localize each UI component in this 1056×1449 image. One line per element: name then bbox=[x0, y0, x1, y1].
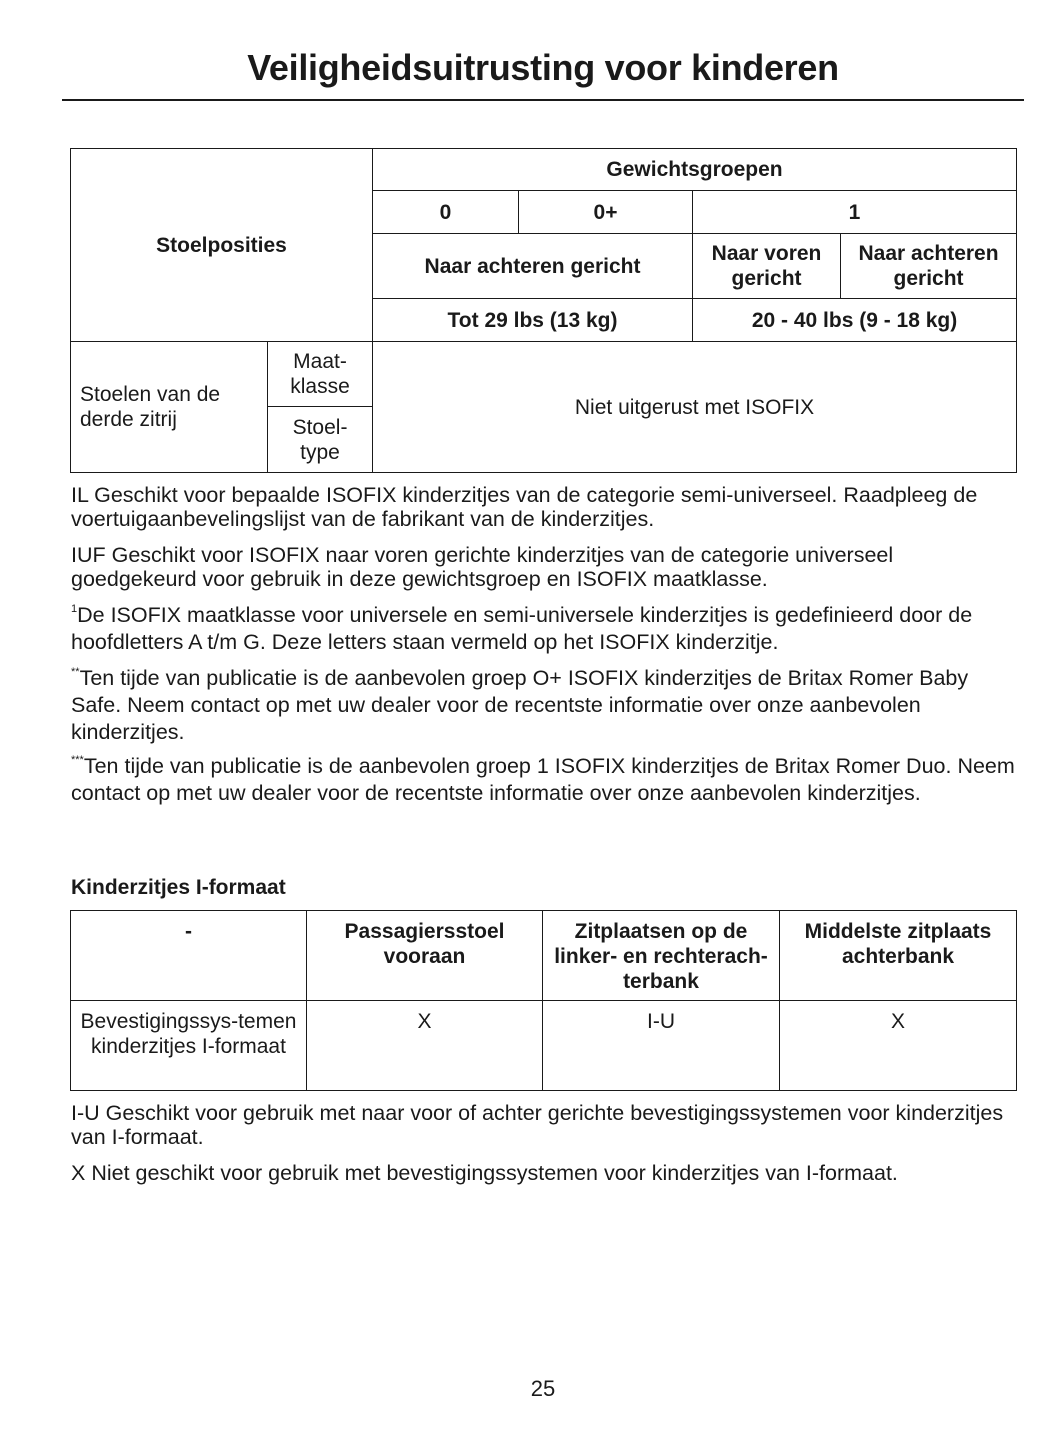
iformat-table bbox=[70, 910, 1017, 1091]
footnote-marker: *** bbox=[71, 754, 84, 766]
iformat-cell: X bbox=[780, 1001, 1017, 1091]
isofix-status-value: Niet uitgerust met ISOFIX bbox=[373, 342, 1017, 473]
isofix-table bbox=[70, 148, 1017, 473]
iformat-header-cell: Passagiersstoel vooraan bbox=[307, 911, 543, 1001]
page-number: 25 bbox=[530, 1376, 556, 1401]
footnote-x: X Niet geschikt voor gebruik met bevestigingssystemen voor kinderzitjes van I-formaat. bbox=[71, 1161, 898, 1185]
iformat-header-cell: - bbox=[71, 911, 307, 1001]
third-row-seats-label: Stoelen van de derde zitrij bbox=[71, 342, 268, 473]
rear-facing-group1-header: Naar achteren gericht bbox=[841, 234, 1017, 299]
iformat-cell: I-U bbox=[543, 1001, 780, 1091]
iformat-header-cell: Zitplaatsen op de linker- en rechterach-terbank bbox=[543, 911, 780, 1001]
forward-facing-header: Naar voren gericht bbox=[693, 234, 841, 299]
group-0-header: 0 bbox=[373, 191, 519, 234]
footnote-iu: I-U Geschikt voor gebruik met naar voor of achter gerichte bevestigingssystemen voor kinderzitjes van I-formaat. bbox=[71, 1101, 1004, 1149]
iformat-row-label: Bevestigingssys-temen kinderzitjes I-formaat bbox=[71, 1001, 307, 1091]
group-1-header: 1 bbox=[693, 191, 1017, 234]
note-group-0plus: **Ten tijde van publicatie is de aanbevolen groep O+ ISOFIX kinderzitjes de Britax Romer Baby Safe. Neem contact op met uw dealer voor de recentste informatie over onze aanbevolen kinderzitjes. bbox=[71, 666, 969, 744]
note-il: IL Geschikt voor bepaalde ISOFIX kinderzitjes van de categorie semi-universeel. Raadpleeg de voertuigaanbevelingslijst van de fabrikant van de kinderzitjes. bbox=[71, 483, 978, 531]
weight-groups-header: Gewichtsgroepen bbox=[373, 149, 1017, 191]
note-size-class: $^1$De ISOFIX maatklasse voor universele en semi-universele kinderzitjes is gedefinieerd door de hoofdletters A t/m G. Deze letters staan vermeld op het ISOFIX kinderzitje. bbox=[71, 603, 973, 654]
note-group-1: ***Ten tijde van publicatie is de aanbevolen groep 1 ISOFIX kinderzitjes de Britax Romer Duo. Neem contact op met uw dealer voor de recentste informatie over onze aanbevolen kinderzitjes. bbox=[71, 754, 1015, 805]
page-title: Veiligheidsuitrusting voor kinderen bbox=[247, 47, 839, 88]
footnote-marker: 1 bbox=[71, 603, 78, 615]
weight-range-1: 20 - 40 lbs (9 - 18 kg) bbox=[693, 299, 1017, 342]
footnote-marker: ** bbox=[71, 666, 80, 678]
iformat-header-cell: Middelste zitplaats achterbank bbox=[780, 911, 1017, 1001]
title-divider bbox=[62, 99, 1024, 101]
rear-facing-header: Naar achteren gericht bbox=[373, 234, 693, 299]
iformat-cell: X bbox=[307, 1001, 543, 1091]
group-0plus-header: 0+ bbox=[519, 191, 693, 234]
note-iuf: IUF Geschikt voor ISOFIX naar voren gerichte kinderzitjes van de categorie universeel goedgekeurd voor gebruik in deze gewichtsgroep en ISOFIX maatklasse. bbox=[71, 543, 894, 591]
seat-type-label: Stoel-type bbox=[268, 407, 373, 473]
size-class-label: Maat-klasse bbox=[268, 342, 373, 407]
weight-range-0: Tot 29 lbs (13 kg) bbox=[373, 299, 693, 342]
seat-positions-header: Stoelposities bbox=[71, 149, 373, 342]
iformat-heading: Kinderzitjes I-formaat bbox=[71, 876, 286, 899]
